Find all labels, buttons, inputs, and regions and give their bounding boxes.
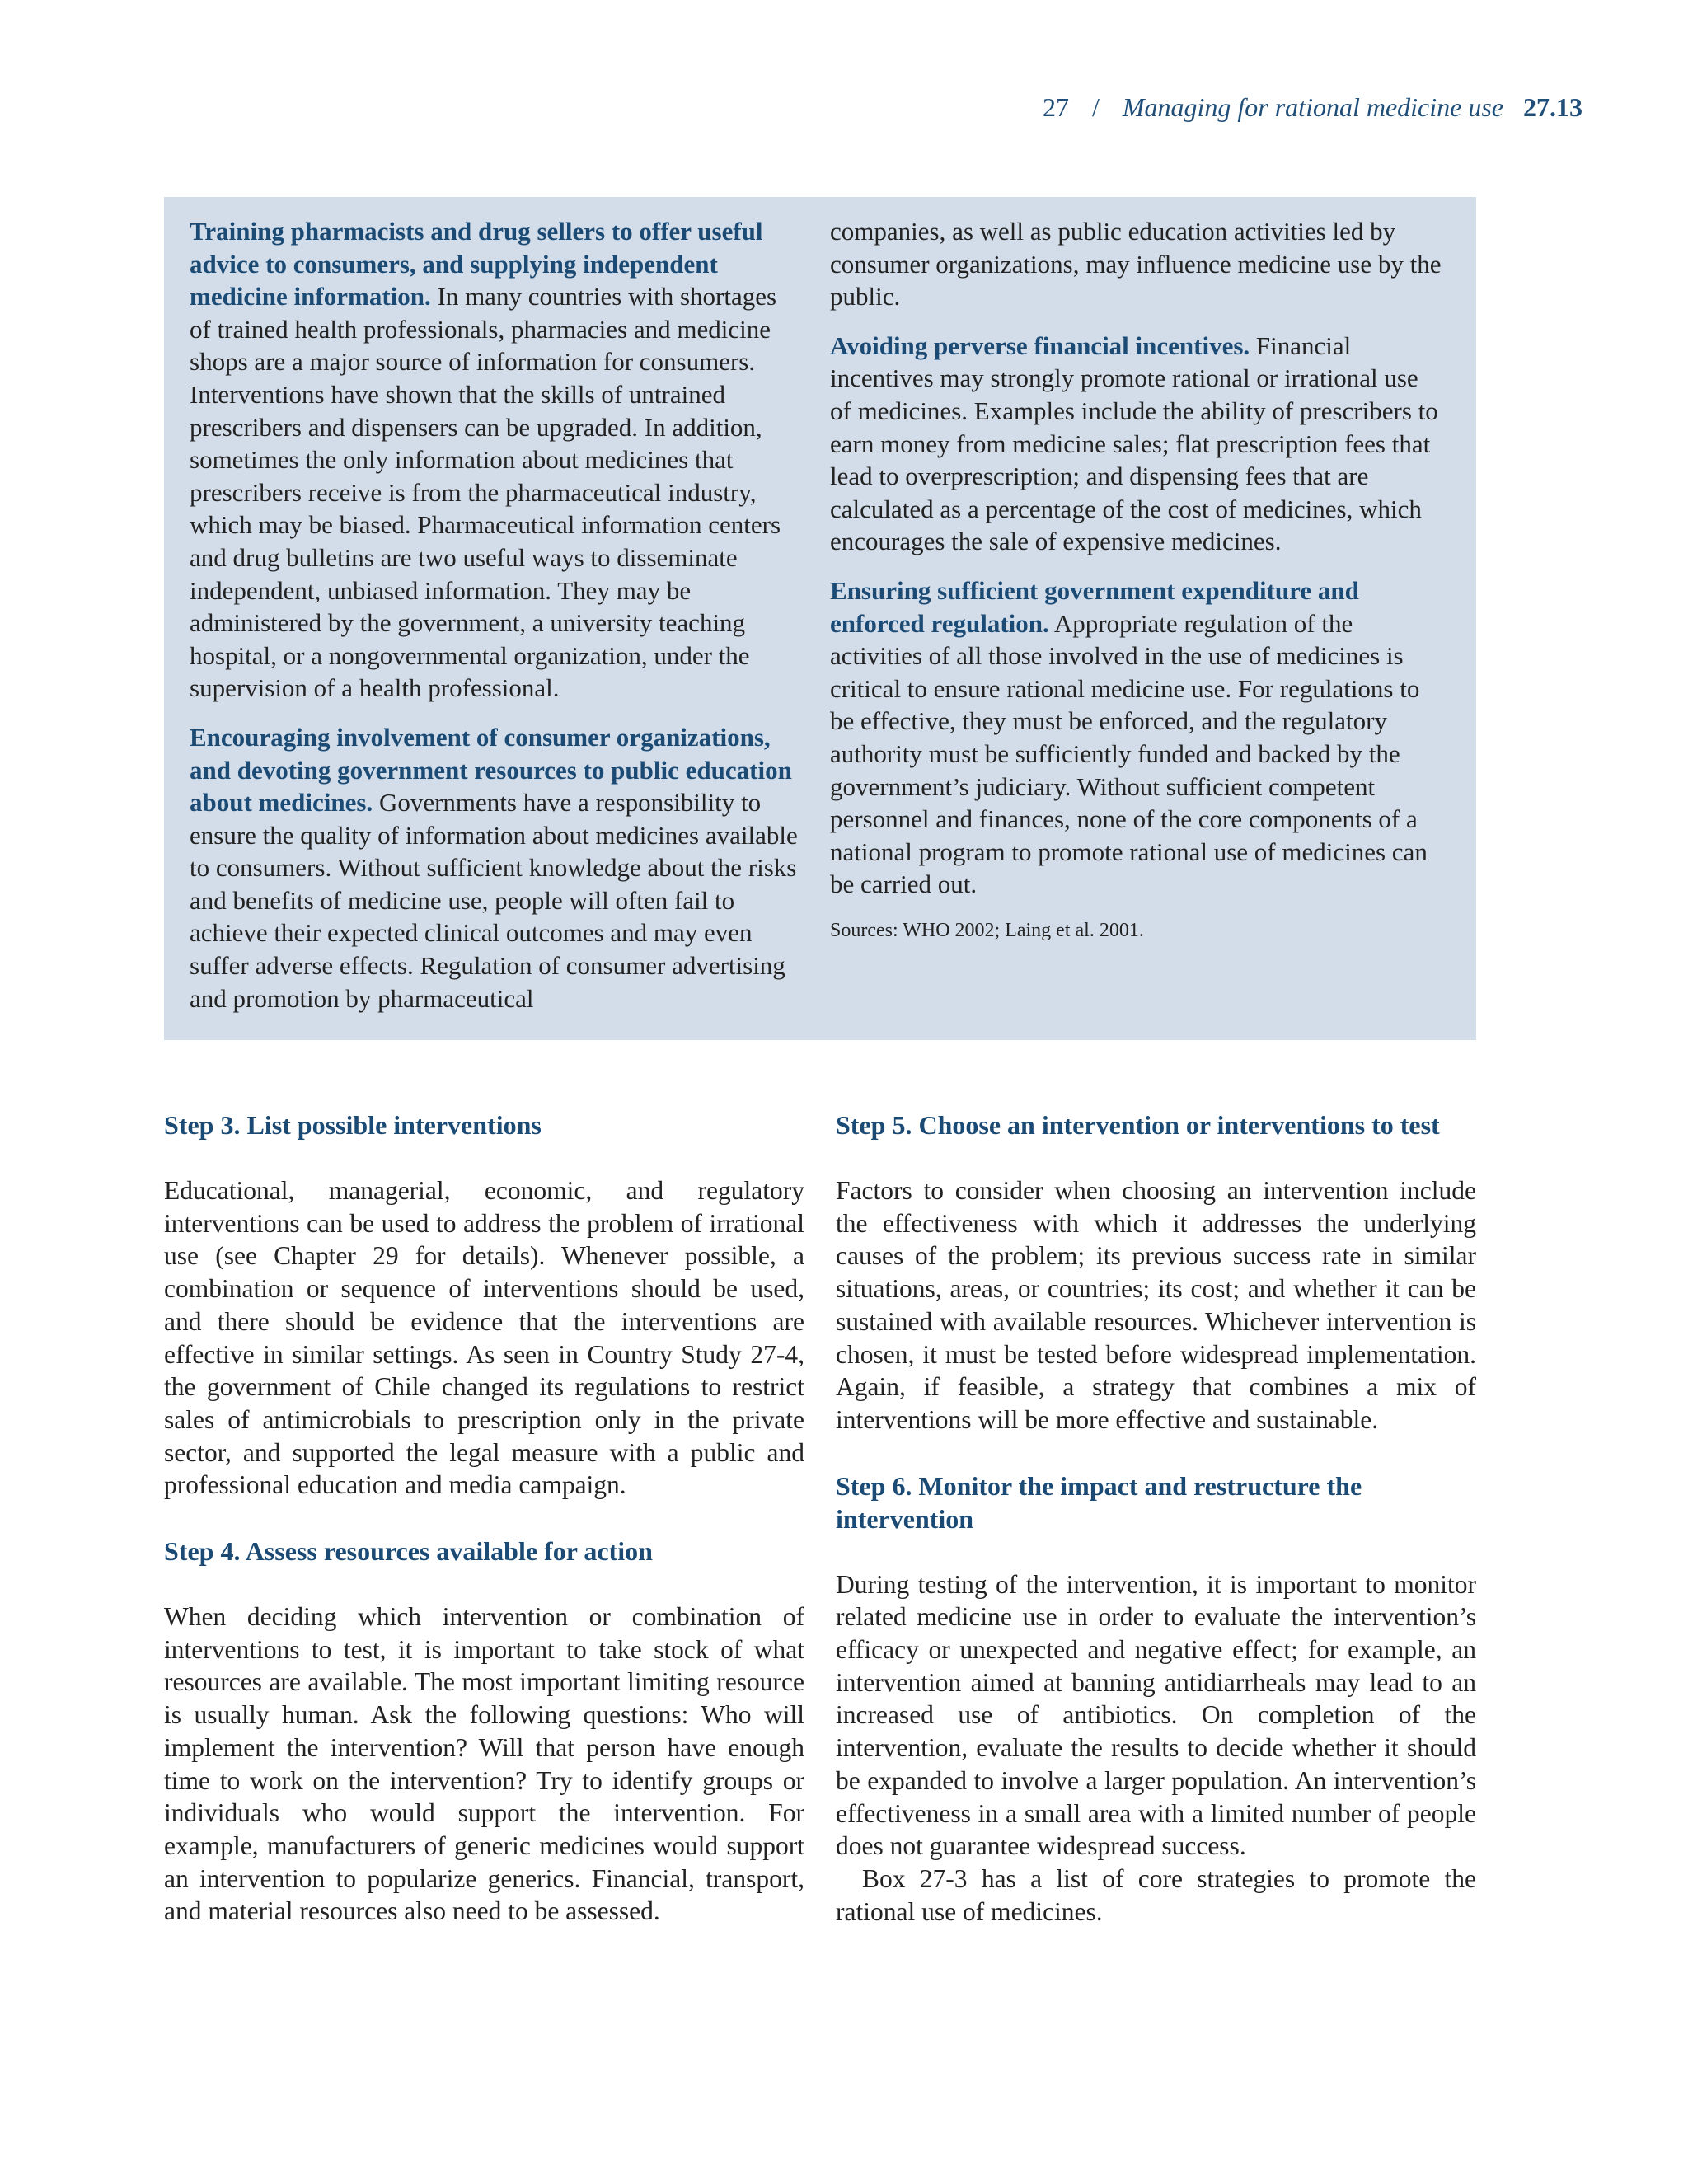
box-paragraph (190, 721, 801, 1015)
box-paragraph-heading: Avoiding perverse financial incentives. (830, 330, 1250, 360)
box-paragraph-continuation: companies, as well as public education activities led by consumer organizations, may influence medicine use by the public. (830, 217, 1442, 312)
section-heading-step4: Step 4. Assess resources available for action (164, 1536, 653, 1567)
box-paragraph (830, 330, 1442, 558)
box-sources: Sources: WHO 2002; Laing et al. 2001. (830, 919, 1144, 941)
strategies-box (164, 197, 1476, 1040)
section-text-step6: During testing of the intervention, it is important to monitor related medicine use in order to evaluate the intervention’s efficacy or unexpected and negative effect; for example, an intervention aimed at banning antidiarrheals may lead to an increased use of antibiotics. On completion of the intervention, evaluate the results to decide whether it should be expanded to involve a larger population. An intervention’s effectiveness in a small area with a limited number of people does not guarantee widespread success. (836, 1569, 1476, 1861)
box-paragraph-text: Governments have a responsibility to ensure the quality of information about medicines available to consumers. Without sufficient knowledge about the risks and benefits of medicine use, people will often fail to achieve their expected clinical outcomes and may even suffer adverse effects. Regulation of consumer advertising and promotion by pharmaceutical (190, 788, 798, 1013)
chapter-number: 27 (1042, 92, 1069, 122)
box-paragraph-text: Financial incentives may strongly promote rational or irrational use of medicines. Examples include the ability of prescribers to earn money from medicine sales; flat prescription fees that lead to overprescription; and dispensing fees that are calculated as a percentage of the cost of medicines, which encourages the sale of expensive medicines. (830, 330, 1438, 556)
main-right-column (836, 1108, 1476, 1928)
box-paragraph-text: In many countries with shortages of trained health professionals, pharmacies and medicine shops are a major source of information for consumers. Interventions have shown that the skills of untrained prescribers and dispensers can be upgraded. In addition, sometimes the only information about medicines that prescribers receive is from the pharmaceutical industry, which may be biased. Pharmaceutical information centers and drug bulletins are two useful ways to disseminate independent, unbiased information. They may be administered by the government, a university teaching hospital, or a nongovernmental organization, under the supervision of a health professional. (190, 282, 781, 703)
section-heading-step5: Step 5. Choose an intervention or interventions to test (836, 1110, 1440, 1140)
section-text-step5: Factors to consider when choosing an intervention include the effectiveness with which it addresses the underlying causes of the problem; its previous success rate in similar situations, areas, or countries; its cost; and whether it can be sustained with available resources. Whichever intervention is chosen, it must be tested before widespread implementation. Again, if feasible, a strategy that combines a mix of interventions will be more effective and sustainable. (836, 1176, 1476, 1434)
page-number: 27.13 (1523, 92, 1582, 122)
box-paragraph-heading: Encouraging involvement of consumer organizations, and devoting government resources to public education about medicines. (190, 722, 792, 818)
section-heading-step3: Step 3. List possible interventions (164, 1110, 542, 1140)
section-text-step6-followup: Box 27-3 has a list of core strategies to promote the rational use of medicines. (836, 1863, 1476, 1926)
box-right-column (830, 215, 1442, 1040)
running-header (1043, 92, 1582, 123)
box-paragraph (190, 215, 801, 705)
header-separator: / (1091, 92, 1100, 122)
main-body (164, 1108, 1476, 1928)
box-paragraph-text: Appropriate regulation of the activities of all those involved in the use of medicines is critical to ensure rational medicine use. For regulations to be effective, they must be enforced, and the regulatory authority must be sufficiently funded and backed by the government’s judiciary. Without sufficient competent personnel and finances, none of the core components of a national program to promote rational use of medicines can be carried out. (830, 608, 1428, 899)
section-heading-step6: Step 6. Monitor the impact and restructure the intervention (836, 1470, 1362, 1534)
box-paragraph-heading: Training pharmacists and drug sellers to offer useful advice to consumers, and supplying independent medicine information. (190, 217, 763, 312)
main-left-column (164, 1108, 804, 1928)
chapter-title: Managing for rational medicine use (1122, 92, 1503, 122)
box-paragraph-heading: Ensuring sufficient government expenditure and enforced regulation. (830, 575, 1359, 638)
section-text-step3: Educational, managerial, economic, and regulatory interventions can be used to address the problem of irrational use (see Chapter 29 for details). Whenever possible, a combination or sequence of interventions should be used, and there should be evidence that the interventions are effective in similar settings. As seen in Country Study 27-4, the government of Chile changed its regulations to restrict sales of antimicrobials to prescription only in the private sector, and supported the legal measure with a public and professional education and media campaign. (164, 1176, 804, 1500)
section-text-step4: When deciding which intervention or combination of interventions to test, it is important to take stock of what resources are available. The most important limiting resource is usually human. Ask the following questions: Who will implement the intervention? Will that person have enough time to work on the intervention? Try to identify groups or individuals who would support the intervention. For example, manufacturers of generic medicines would support an intervention to popularize generics. Financial, transport, and material resources also need to be assessed. (164, 1602, 804, 1926)
box-paragraph (830, 574, 1442, 901)
box-left-column (190, 215, 801, 1040)
